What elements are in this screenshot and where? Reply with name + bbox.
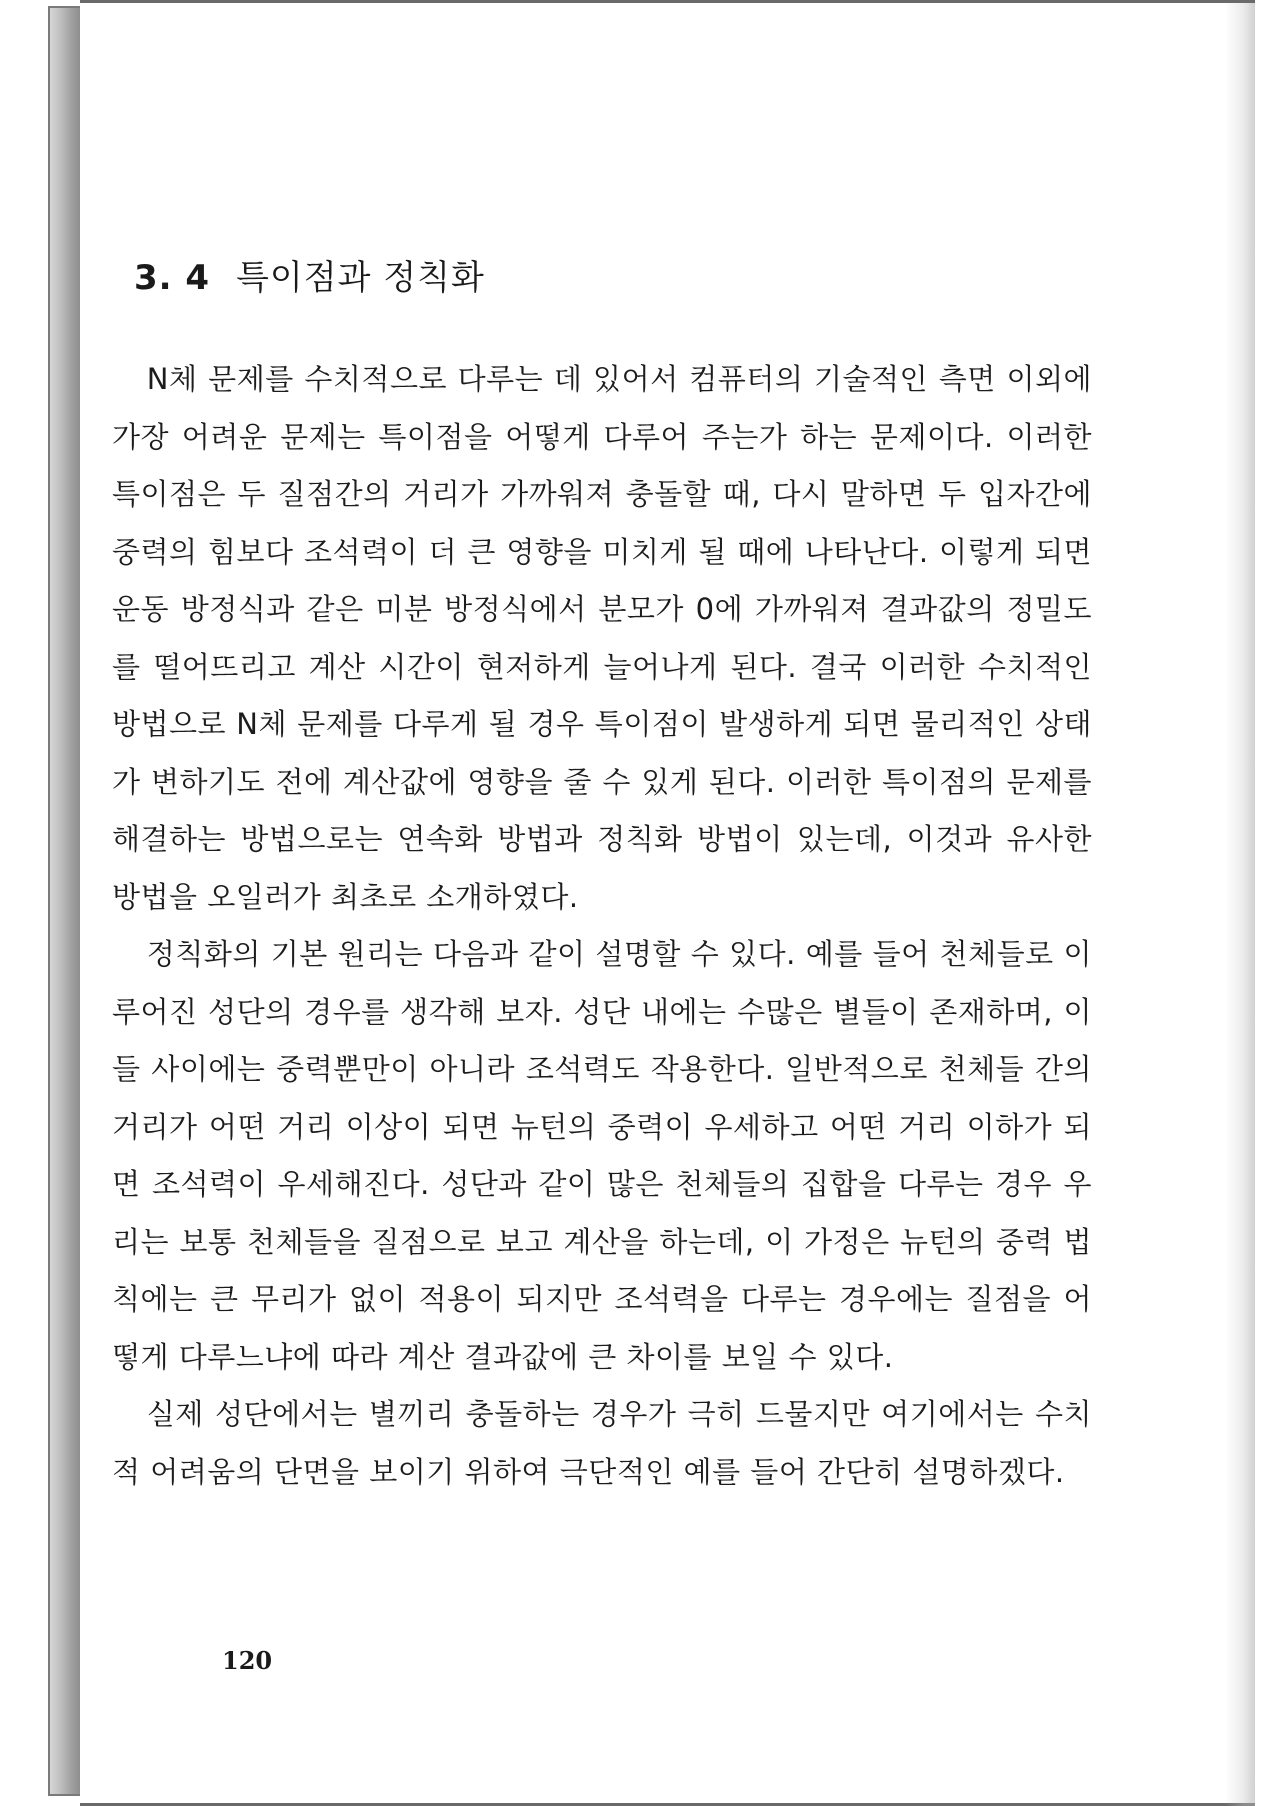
page-content	[112, 250, 1092, 1501]
section-heading	[134, 250, 1092, 299]
section-number: 3. 4	[134, 258, 211, 298]
paragraph-1: N체 문제를 수치적으로 다루는 데 있어서 컴퓨터의 기술적인 측면 이외에 가장 어려운 문제는 특이점을 어떻게 다루어 주는가 하는 문제이다. 이러한 특이점은 두 질점간의 거리가 가까워져 충돌할 때, 다시 말하면 두 입자간에 중력의 힘보다 조석력이 더 큰 영향을 미치게 될 때에 나타난다. 이렇게 되면 운동 방정식과 같은 미분 방정식에서 분모가 0에 가까워져 결과값의 정밀도를 떨어뜨리고 계산 시간이 현저하게 늘어나게 된다. 결국 이러한 수치적인 방법으로 N체 문제를 다루게 될 경우 특이점이 발생하게 되면 물리적인 상태가 변하기도 전에 계산값에 영향을 줄 수 있게 된다. 이러한 특이점의 문제를 해결하는 방법으로는 연속화 방법과 정칙화 방법이 있는데, 이것과 유사한 방법을 오일러가 최초로 소개하였다.	[112, 362, 1092, 914]
section-title: 특이점과 정칙화	[236, 258, 485, 298]
book-page-edges	[48, 6, 82, 1796]
page-number: 120	[222, 1646, 273, 1675]
paragraph-2: 정칙화의 기본 원리는 다음과 같이 설명할 수 있다. 예를 들어 천체들로 이루어진 성단의 경우를 생각해 보자. 성단 내에는 수많은 별들이 존재하며, 이들 사이에는 중력뿐만이 아니라 조석력도 작용한다. 일반적으로 천체들 간의 거리가 어떤 거리 이상이 되면 뉴턴의 중력이 우세하고 어떤 거리 이하가 되면 조석력이 우세해진다. 성단과 같이 많은 천체들의 집합을 다루는 경우 우리는 보통 천체들을 질점으로 보고 계산을 하는데, 이 가정은 뉴턴의 중력 법칙에는 큰 무리가 없이 적용이 되지만 조석력을 다루는 경우에는 질점을 어떻게 다루느냐에 따라 계산 결과값에 큰 차이를 보일 수 있다.	[112, 937, 1092, 1374]
paragraph-3: 실제 성단에서는 별끼리 충돌하는 경우가 극히 드물지만 여기에서는 수치적 어려움의 단면을 보이기 위하여 극단적인 예를 들어 간단히 설명하겠다.	[112, 1397, 1092, 1489]
page-gutter-shadow	[1225, 3, 1255, 1806]
